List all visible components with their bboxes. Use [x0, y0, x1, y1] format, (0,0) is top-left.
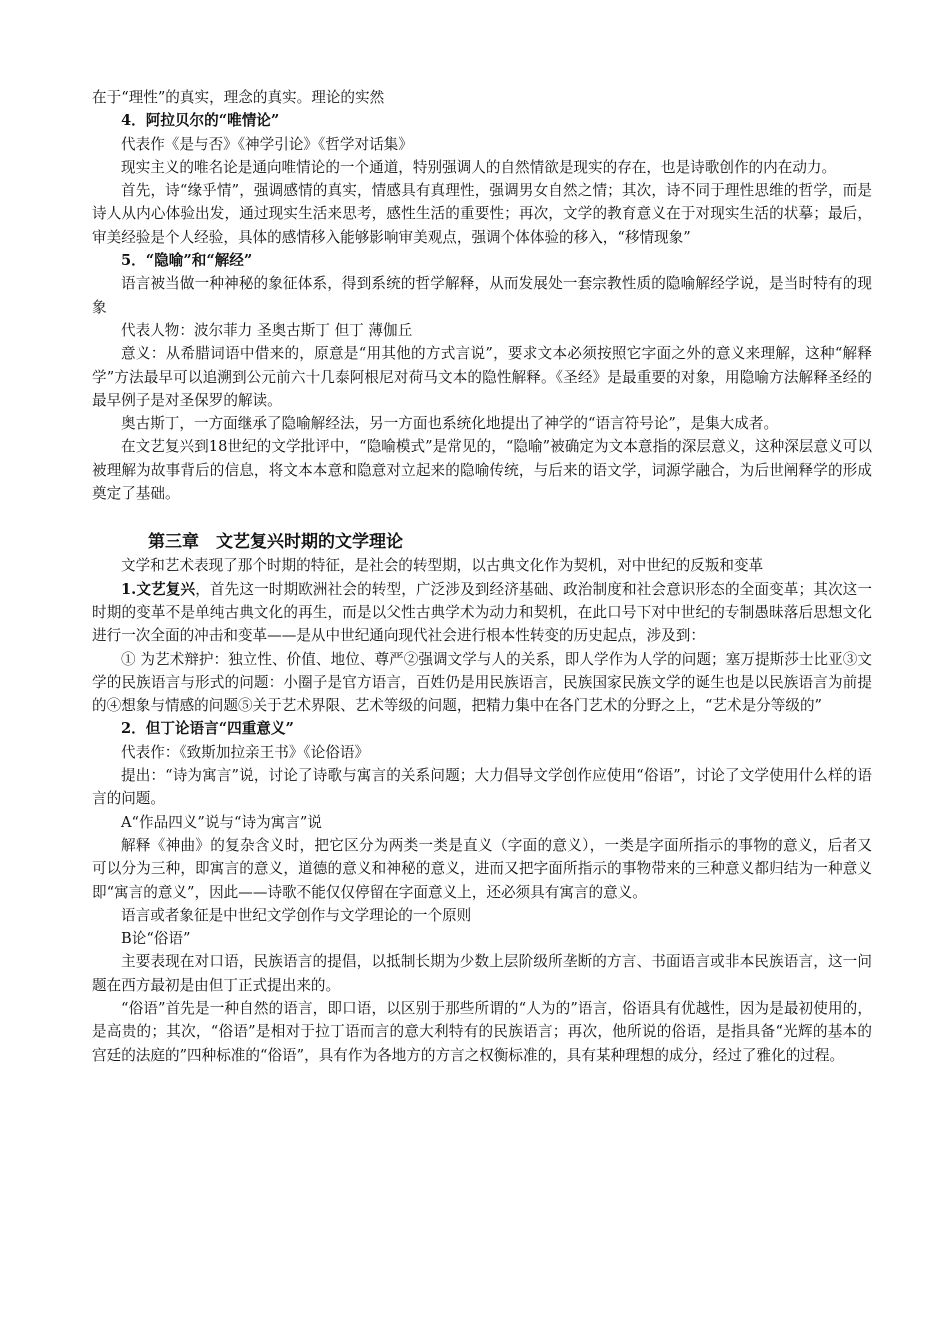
chapter-title: 第三章 文艺复兴时期的文学理论: [148, 532, 403, 553]
paragraph: 主要表现在对口语，民族语言的提倡，以抵制长期为少数上层阶级所垄断的方言、书面语言或非本民族语言，这一问题在西方最初是由但丁正式提出来的。: [92, 953, 872, 994]
paragraph: 代表人物：波尔菲力 圣奥古斯丁 但丁 薄伽丘: [121, 321, 413, 339]
paragraph: 语言或者象征是中世纪文学创作与文学理论的一个原则: [121, 906, 472, 924]
paragraph: 代表作《是与否》《神学引论》《哲学对话集》: [121, 135, 413, 153]
paragraph: 意义：从希腊词语中借来的，原意是“用其他的方式言说”，要求文本必须按照它字面之外的意义来理解，这种“解释学”方法最早可以追溯到公元前六十几泰阿根尼对荷马文本的隐性解释。《圣经》是最重要的对象，用隐喻方法解释圣经的最早例子是对圣保罗的解读。: [92, 345, 872, 409]
paragraph: 代表作：《致斯加拉亲王书》《论俗语》: [121, 743, 370, 761]
paragraph: 现实主义的唯名论是通向唯情论的一个通道，特别强调人的自然情欲是现实的存在，也是诗歌创作的内在动力。: [121, 158, 837, 176]
section-heading: 2．但丁论语言“四重意义”: [121, 720, 294, 738]
paragraph: 语言被当做一种神秘的象征体系，得到系统的哲学解释，从而发展处一套宗教性质的隐喻解经学说，是当时特有的现象: [92, 275, 872, 316]
paragraph: 奥古斯丁，一方面继承了隐喻解经法，另一方面也系统化地提出了神学的“语言符号论”，是集大成者。: [121, 415, 779, 433]
document-page: [92, 86, 872, 1067]
section-heading: 4．阿拉贝尔的“唯情论”: [121, 112, 280, 130]
paragraph: 解释《神曲》的复杂含义时，把它区分为两类一类是直义（字面的意义），一类是字面所指示的事物的意义，后者又可以分为三种，即寓言的意义，道德的意义和神秘的意义，进而又把字面所指示的事物带来的三种意义都归结为一种意义即“寓言的意义”，因此——诗歌不能仅仅停留在字面意义上，还必须具有寓言的意义。: [92, 836, 872, 901]
paragraph: 首先，诗“缘乎情”，强调感情的真实，情感具有真理性，强调男女自然之情；其次，诗不同于理性思维的哲学，而是诗人从内心体验出发，通过现实生活来思考，感性生活的重要性；再次，文学的教育意义在于对现实生活的状摹；最后，审美经验是个人经验，具体的感情移入能够影响审美观点，强调个体体验的移入，“移情现象”: [92, 182, 872, 246]
paragraph: 提出：“诗为寓言”说，讨论了诗歌与寓言的关系问题；大力倡导文学创作应使用“俗语”，讨论了文学使用什么样的语言的问题。: [92, 767, 872, 808]
paragraph: 在文艺复兴到18世纪的文学批评中，“隐喻模式”是常见的，“隐喻”被确定为文本意指的深层意义，这种深层意义可以被理解为故事背后的信息，将文本本意和隐意对立起来的隐喻传统，与后来的语文学，词源学融合，为后世阐释学的形成奠定了基础。: [92, 438, 872, 503]
paragraph-text: ，首先这一时期欧洲社会的转型，广泛涉及到经济基础、政治制度和社会意识形态的全面变革；其次这一时期的变革不是单纯古典文化的再生，而是以父性古典学术为动力和契机，在此口号下对中世纪的专制愚昧落后思想文化进行一次全面的冲击和变革——是从中世纪通向现代社会进行根本性转变的历史起点，涉及到：: [92, 580, 872, 645]
paragraph: A“作品四义”说与“诗为寓言”说: [121, 813, 322, 831]
paragraph: 在于“理性”的真实，理念的真实。理论的实然: [92, 89, 385, 106]
paragraph: [92, 578, 872, 648]
paragraph: B论“俗语”: [121, 930, 191, 948]
paragraph: “俗语”首先是一种自然的语言，即口语，以区别于那些所谓的“人为的”语言，俗语具有优越性，因为是最初使用的，是高贵的；其次，“俗语”是相对于拉丁语而言的意大利特有的民族语言；再次，他所说的俗语，是指具备“光辉的基本的宫廷的法庭的”四种标准的“俗语”，具有作为各地方的方言之权衡标准的，具有某种理想的成分，经过了雅化的过程。: [92, 999, 872, 1064]
section-heading: 5．“隐喻”和“解经”: [121, 252, 253, 270]
paragraph: ① 为艺术辩护：独立性、价值、地位、尊严②强调文学与人的关系，即人学作为人学的问题；塞万提斯莎士比亚③文学的民族语言与形式的问题：小圈子是官方语言，百姓仍是用民族语言，民族国家民族文学的诞生也是以民族语言为前提的④想象与情感的问题⑤关于艺术界限、艺术等级的问题，把精力集中在各门艺术的分野之上，“艺术是分等级的”: [92, 650, 872, 715]
inline-term: 1.文艺复兴: [121, 580, 196, 598]
paragraph: 文学和艺术表现了那个时期的特征，是社会的转型期，以古典文化作为契机，对中世纪的反叛和变革: [121, 557, 764, 575]
